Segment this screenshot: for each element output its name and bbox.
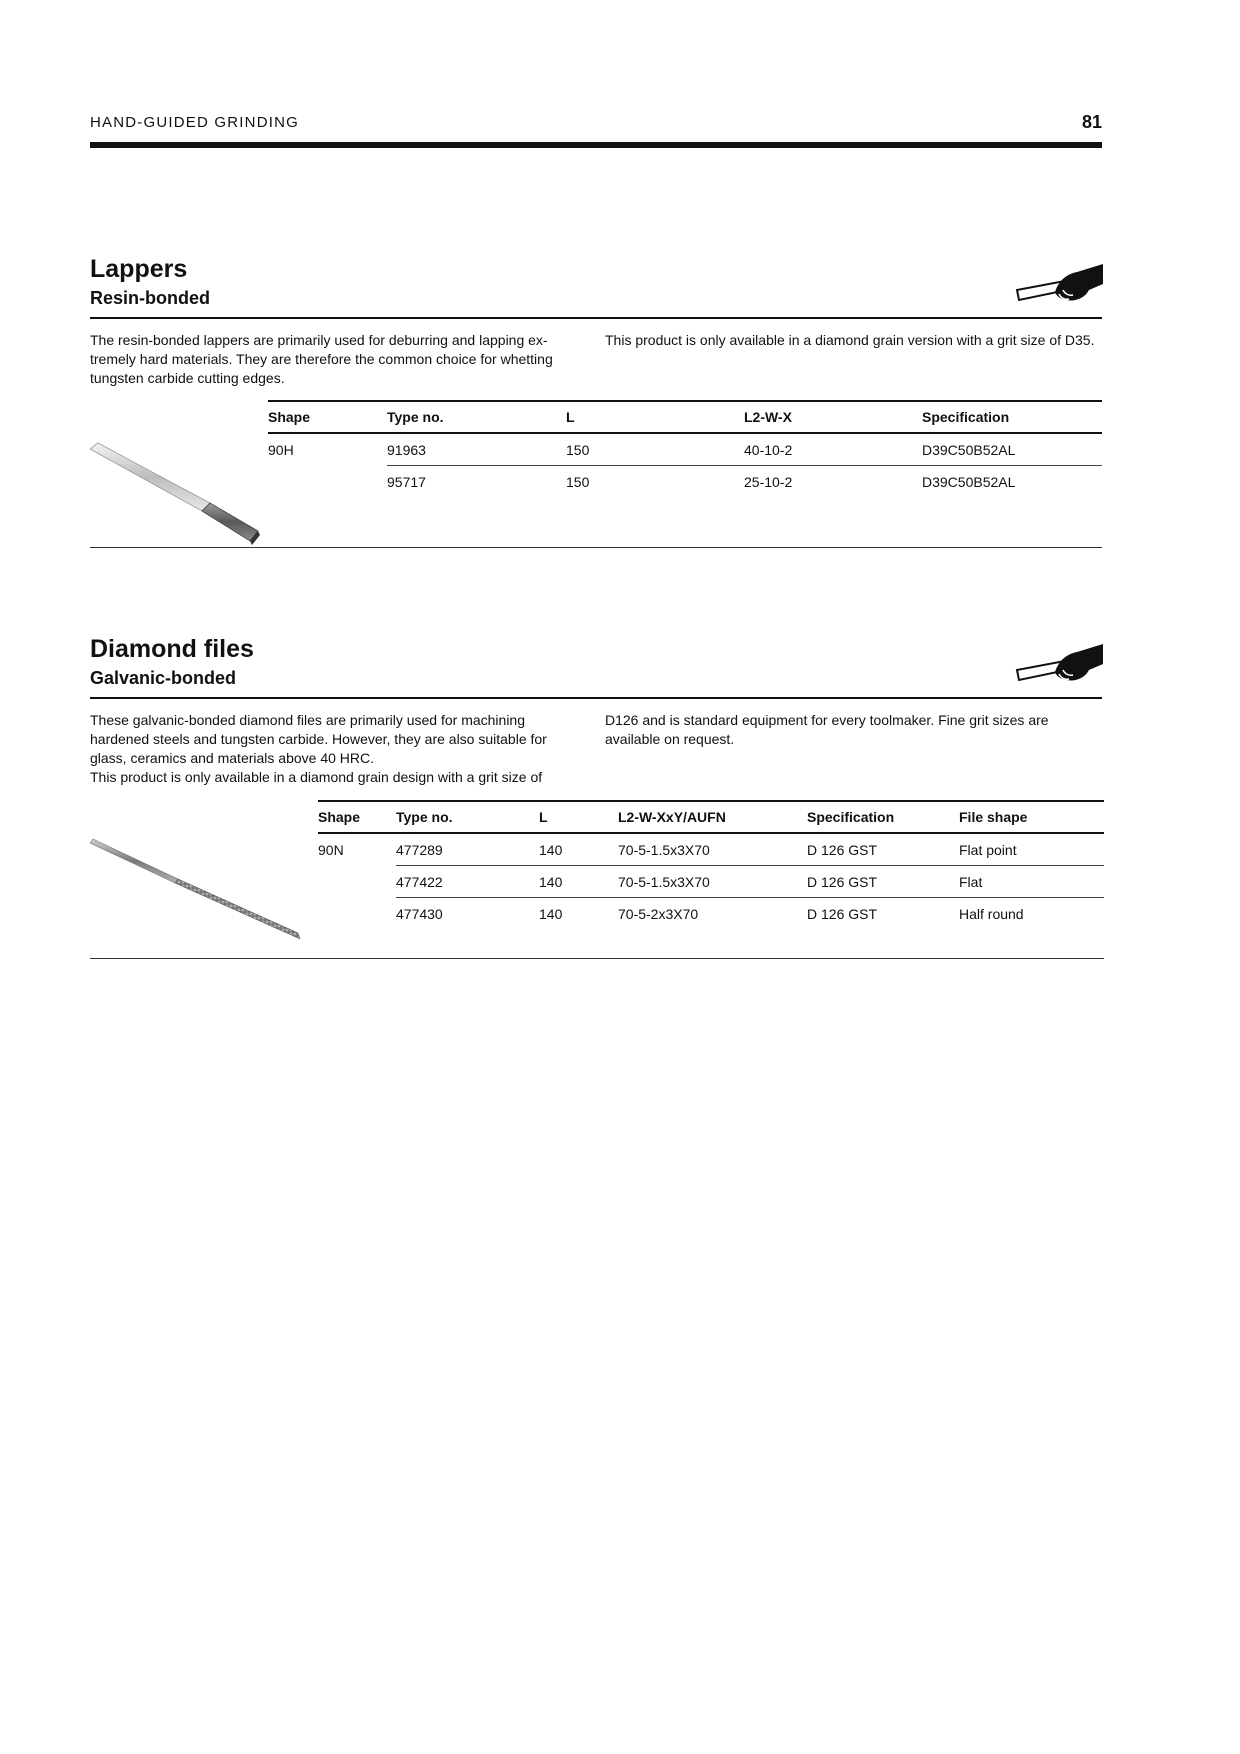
type-no-cell: 95717 [387,473,426,490]
column-header-dims: L2-W-X [744,401,922,433]
column-header-type-no: Type no. [387,401,566,433]
shape-cell-empty [318,866,396,898]
file-shape-cell: Half round [959,905,1024,922]
lappers-rule [90,317,1102,319]
spec-cell: D39C50B52AL [922,473,1016,490]
table-row [90,833,1104,866]
lappers-description-left: The resin-bonded lappers are primarily used for deburring and lapping ex-tremely hard materials. They are therefore the common choice for whetting tungsten carbide cutting edges. [90,332,553,386]
diamond-files-description-left [90,711,580,787]
shape-cell: 90H [268,441,294,458]
l-cell: 150 [566,473,590,490]
lapper-image-cell [90,433,268,497]
diamond-files-subtitle: Galvanic-bonded [90,668,237,688]
running-header: HAND-GUIDED GRINDING [90,114,300,131]
lappers-table [90,400,1102,497]
hand-holding-tool-icon [1015,642,1105,692]
dims-cell: 40-10-2 [744,433,922,466]
spec-cell: D39C50B52AL [922,433,1102,466]
type-no-cell: 477422 [396,866,539,898]
file-shape-cell: Flat [959,866,1104,898]
diamond-files-description-right: D126 and is standard equipment for every toolmaker. Fine grit sizes are available on request. [605,712,1049,747]
description-paragraph: These galvanic-bonded diamond files are primarily used for machining hardened steels and tungsten carbide. However, they are also suitable for glass, ceramics and materials above 40 HRC. [90,712,547,766]
spec-cell: D 126 GST [807,905,878,922]
table-header-row [90,801,1104,833]
description-paragraph: This product is only available in a diamond grain design with a grit size of [90,769,543,785]
lapper-tool-image [90,441,265,551]
type-no-cell: 477430 [396,905,443,922]
spec-cell: D 126 GST [807,866,959,898]
l-cell: 140 [539,866,618,898]
column-header-dims: L2-W-XxY/AUFN [618,801,807,833]
l-cell: 140 [539,833,618,866]
type-no-cell: 91963 [387,433,566,466]
column-header-shape: Shape [268,401,387,433]
image-column-header [90,801,318,833]
lappers-subtitle: Resin-bonded [90,288,210,308]
type-no-cell: 477289 [396,833,539,866]
column-header-specification: Specification [922,401,1102,433]
diamond-file-image [90,837,315,947]
dims-cell: 70-5-1.5x3X70 [618,833,807,866]
column-header-shape: Shape [318,801,396,833]
diamond-files-bottom-rule [90,958,1104,959]
lappers-description-right: This product is only available in a diamond grain version with a grit size of D35. [605,332,1095,348]
page-number: 81 [1081,112,1102,132]
lappers-bottom-rule [90,547,1102,548]
l-cell: 140 [539,905,563,922]
dims-cell: 70-5-2x3X70 [618,905,699,922]
diamond-files-rule [90,697,1102,699]
l-cell: 150 [566,433,744,466]
dims-cell: 70-5-1.5x3X70 [618,866,807,898]
shape-cell-empty [318,898,396,930]
spec-cell: D 126 GST [807,833,959,866]
column-header-l: L [566,401,744,433]
header-rule [90,142,1102,148]
file-shape-cell: Flat point [959,833,1104,866]
file-image-cell [90,833,318,929]
diamond-files-title: Diamond files [90,635,254,663]
hand-holding-tool-icon [1015,262,1105,312]
table-row [90,433,1102,466]
lappers-title: Lappers [90,255,188,283]
column-header-type-no: Type no. [396,801,539,833]
column-header-file-shape: File shape [959,801,1104,833]
table-header-row [90,401,1102,433]
column-header-specification: Specification [807,801,959,833]
shape-cell-empty [268,466,387,498]
dims-cell: 25-10-2 [744,473,793,490]
diamond-files-table [90,800,1104,929]
image-column-header [90,401,268,433]
column-header-l: L [539,801,618,833]
shape-cell: 90N [318,841,344,858]
